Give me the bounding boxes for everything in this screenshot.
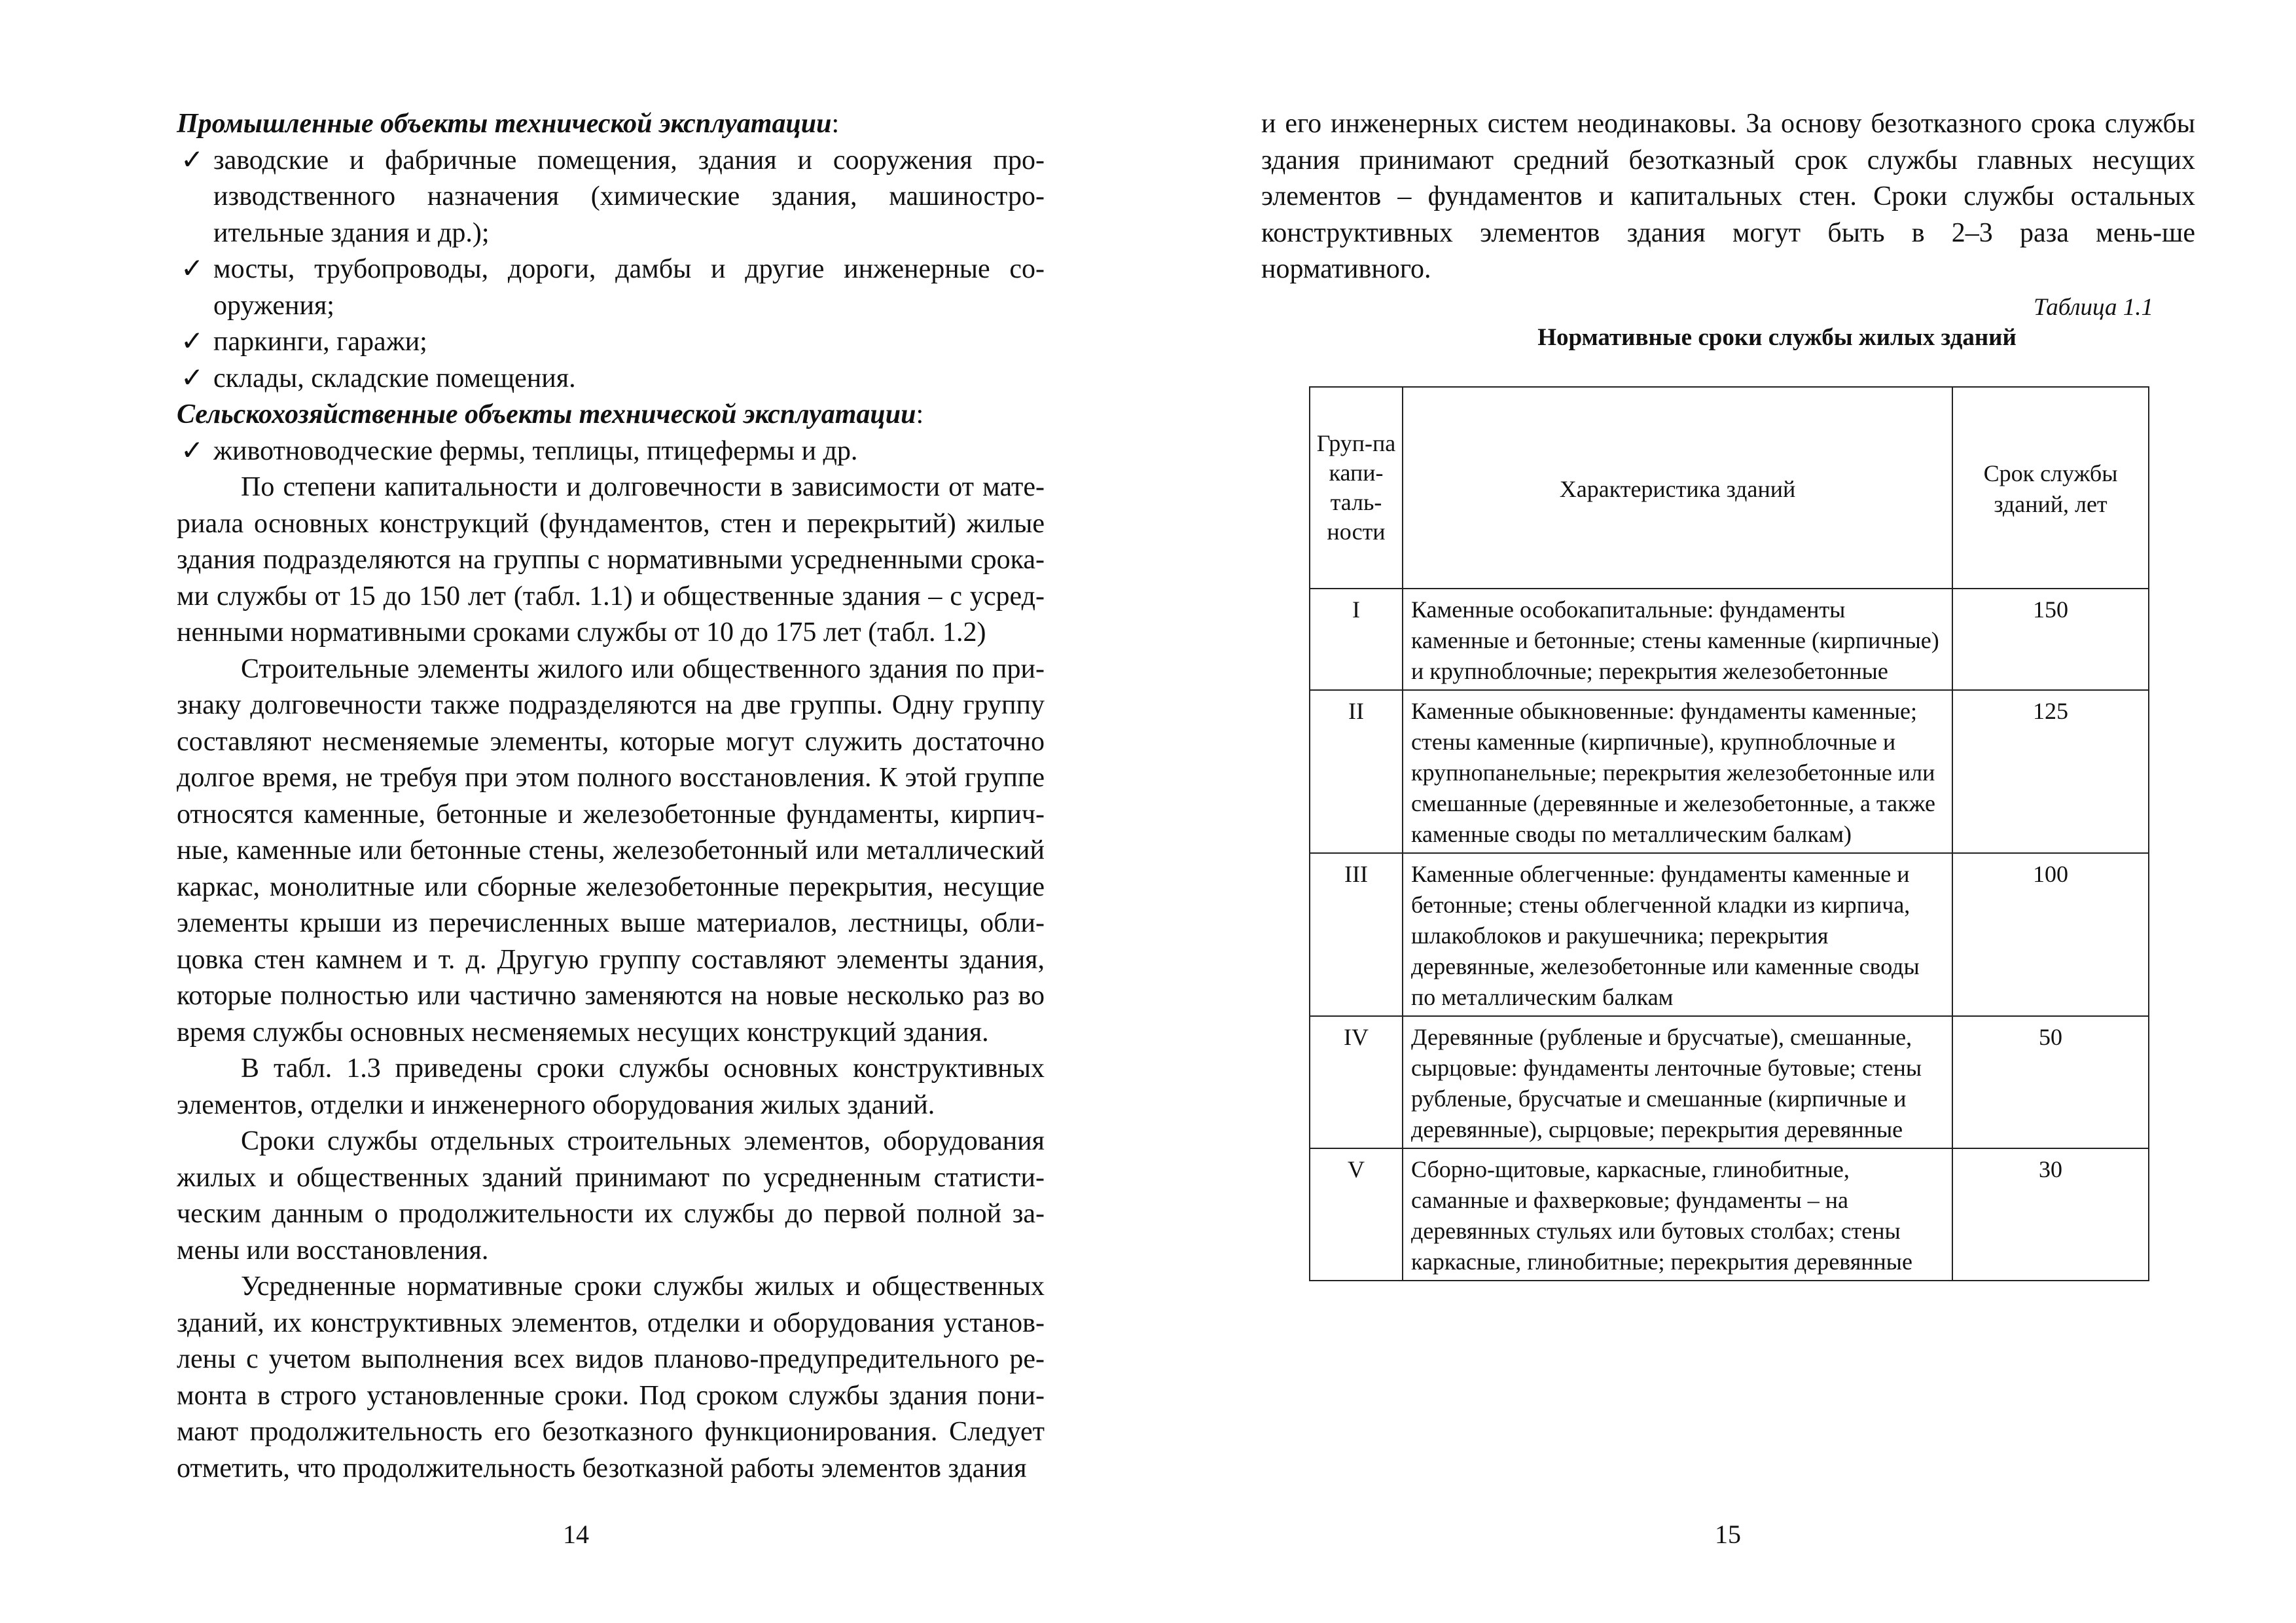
cell-description: Деревянные (рубленые и брусчатые), смешанные, сырцовые: фундаменты ленточные бутовые; стены рубленые, брусчатые и смешанные (кирпичные и деревянные), сырцовые; перекрытия деревянные bbox=[1403, 1016, 1952, 1148]
checkmark-icon: ✓ bbox=[181, 145, 204, 175]
checkmark-icon: ✓ bbox=[181, 254, 204, 284]
table-row bbox=[1310, 853, 2149, 1016]
service-life-table bbox=[1309, 386, 2149, 1281]
checkmark-icon: ✓ bbox=[181, 363, 204, 393]
cell-group: IV bbox=[1310, 1016, 1403, 1148]
table-row bbox=[1310, 1016, 2149, 1148]
section1-heading: Промышленные объекты технической эксплуатации bbox=[177, 109, 832, 139]
section2-colon: : bbox=[916, 399, 924, 429]
cell-years: 50 bbox=[1952, 1016, 2149, 1148]
cell-group: I bbox=[1310, 589, 1403, 690]
list-item bbox=[177, 433, 1045, 470]
cell-years: 150 bbox=[1952, 589, 2149, 690]
list-item-text: заводские и фабричные помещения, здания и сооружения про-изводственного назначения (химические здания, машиностро-ительные здания и др.); bbox=[213, 145, 1045, 248]
left-text-column bbox=[177, 106, 1045, 1487]
page-number-right: 15 bbox=[1715, 1520, 1741, 1549]
table-header-row bbox=[1310, 387, 2149, 589]
checkmark-icon: ✓ bbox=[181, 327, 204, 357]
cell-group: II bbox=[1310, 690, 1403, 853]
cell-years: 100 bbox=[1952, 853, 2149, 1016]
cell-years: 30 bbox=[1952, 1148, 2149, 1281]
body-paragraph: Усредненные нормативные сроки службы жилых и общественных зданий, их конструктивных элементов, отделки и оборудования установ-лены с учетом выполнения всех видов планово-предупредительного ре-монта в строго установленные сроки. Под сроком службы здания пони-мают продолжительность его безотказного функционирования. Следует отметить, что продолжительность безотказной работы элементов здания bbox=[177, 1271, 1045, 1484]
right-text-column bbox=[1261, 106, 2195, 288]
section1-heading-line bbox=[177, 106, 1045, 143]
cell-description: Каменные особокапитальные: фундаменты каменные и бетонные; стены каменные (кирпичные) и крупноблочные; перекрытия железобетонные bbox=[1403, 589, 1952, 690]
list-item-text: склады, складские помещения. bbox=[213, 363, 576, 393]
cell-group: III bbox=[1310, 853, 1403, 1016]
table-row bbox=[1310, 1148, 2149, 1281]
cell-group: V bbox=[1310, 1148, 1403, 1281]
cell-years: 125 bbox=[1952, 690, 2149, 853]
list-item bbox=[177, 324, 1045, 361]
header-description: Характеристика зданий bbox=[1403, 387, 1952, 589]
body-paragraph: Сроки службы отдельных строительных элементов, оборудования жилых и общественных зданий принимают по усредненным статисти-ческим данным о продолжительности их службы до первой полной за-мены или восстановления. bbox=[177, 1126, 1045, 1266]
table-caption: Таблица 1.1 bbox=[2033, 294, 2153, 321]
list-item bbox=[177, 251, 1045, 324]
section2-heading-line bbox=[177, 397, 1045, 433]
cell-description: Каменные облегченные: фундаменты каменные и бетонные; стены облегченной кладки из кирпича, шлакоблоков и ракушечника; перекрытия деревянные, железобетонные или каменные своды по металлическим балкам bbox=[1403, 853, 1952, 1016]
header-years: Срок службы зданий, лет bbox=[1952, 387, 2149, 589]
body-paragraph: По степени капитальности и долговечности в зависимости от мате-риала основных конструкций (фундаментов, стен и перекрытий) жилые здания подразделяются на группы с нормативными усредненными срока-ми службы от 15 до 150 лет (табл. 1.1) и общественные здания – с усред-ненными нормативными сроками службы от 10 до 175 лет (табл. 1.2) bbox=[177, 472, 1045, 647]
body-paragraph: и его инженерных систем неодинаковы. За основу безотказного срока службы здания принимают средний безотказный срок службы главных несущих элементов – фундаментов и капитальных стен. Сроки службы остальных конструктивных элементов здания могут быть в 2–3 раза мень-ше нормативного. bbox=[1261, 109, 2195, 284]
list-item-text: животноводческие фермы, теплицы, птицефермы и др. bbox=[213, 435, 858, 466]
page-number-left: 14 bbox=[563, 1520, 589, 1549]
cell-description: Каменные обыкновенные: фундаменты каменные; стены каменные (кирпичные), крупноблочные и крупнопанельные; перекрытия железобетонные или смешанные (деревянные и железобетонные, а также каменные своды по металлическим балкам) bbox=[1403, 690, 1952, 853]
cell-description: Сборно-щитовые, каркасные, глинобитные, саманные и фахверковые; фундаменты – на деревянных стульях или бутовых столбах; стены каркасные, глинобитные; перекрытия деревянные bbox=[1403, 1148, 1952, 1281]
table-row bbox=[1310, 690, 2149, 853]
body-paragraph: В табл. 1.3 приведены сроки службы основных конструктивных элементов, отделки и инженерного оборудования жилых зданий. bbox=[177, 1053, 1045, 1120]
list-item bbox=[177, 143, 1045, 252]
list-item-text: мосты, трубопроводы, дороги, дамбы и другие инженерные со-оружения; bbox=[213, 254, 1045, 321]
header-group: Груп-па капи-таль-ности bbox=[1310, 387, 1403, 589]
list-item bbox=[177, 361, 1045, 397]
checkmark-icon: ✓ bbox=[181, 435, 204, 466]
section1-colon: : bbox=[831, 109, 840, 139]
body-paragraph: Строительные элементы жилого или общественного здания по при-знаку долговечности также подразделяются на две группы. Одну группу составляют несменяемые элементы, которые могут служить достаточно долгое время, не требуя при этом полного восстановления. К этой группе относятся каменные, бетонные и железобетонные фундаменты, кирпич-ные, каменные или бетонные стены, железобетонный или металлический каркас, монолитные или сборные железобетонные перекрытия, несущие элементы крыши из перечисленных выше материалов, лестницы, обли-цовка стен камнем и т. д. Другую группу составляют элементы здания, которые полностью или частично заменяются на новые несколько раз во время службы основных несменяемых несущих конструкций здания. bbox=[177, 653, 1045, 1048]
list-item-text: паркинги, гаражи; bbox=[213, 327, 427, 357]
table-title: Нормативные сроки службы жилых зданий bbox=[1537, 324, 2017, 351]
table-row bbox=[1310, 589, 2149, 690]
section2-heading: Сельскохозяйственные объекты технической эксплуатации bbox=[177, 399, 916, 429]
